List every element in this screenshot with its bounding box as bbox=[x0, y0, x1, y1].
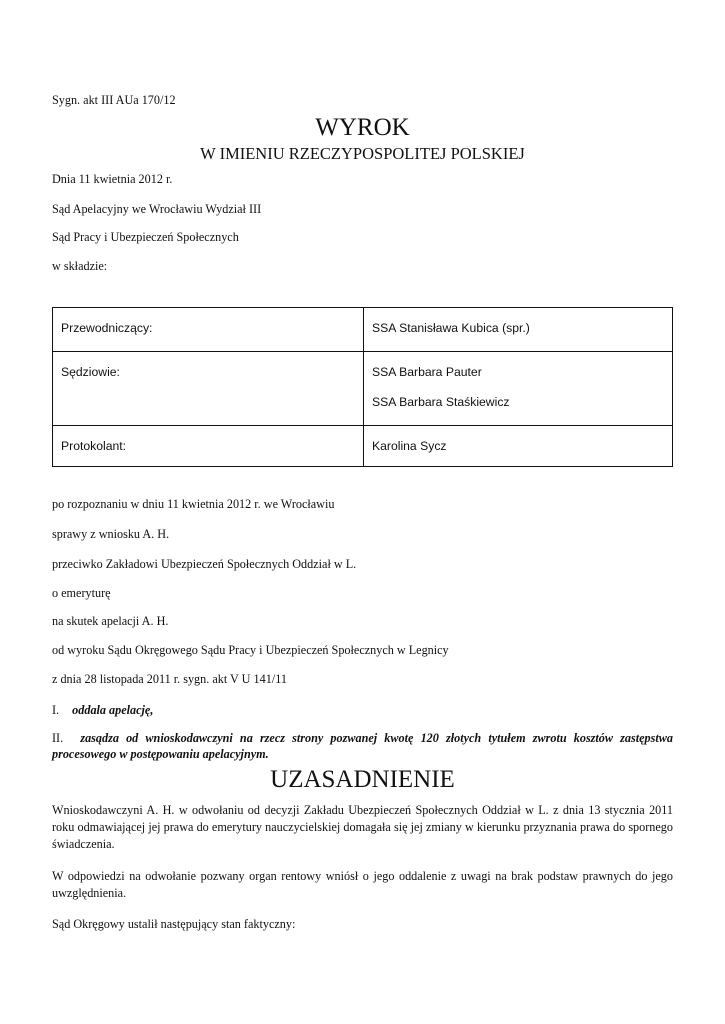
court-panel-table bbox=[52, 307, 673, 467]
table-row bbox=[53, 426, 673, 467]
judge-name: SSA Barbara Pauter bbox=[372, 365, 482, 379]
role-cell bbox=[53, 426, 364, 467]
judgment-item-text: zasądza od wnioskodawczyni na rzecz strony pozwanej kwotę 120 złotych tytułem zwrotu kosztów zastępstwa procesowego w postępowaniu apelacyjnym. bbox=[52, 731, 674, 761]
judgment-item-1 bbox=[52, 702, 153, 718]
names-cell bbox=[364, 308, 673, 352]
document-subtitle: W IMIENIU RZECZYPOSPOLITEJ POLSKIEJ bbox=[200, 144, 525, 163]
justification-paragraph: Sąd Okręgowy ustalił następujący stan faktyczny: bbox=[52, 917, 296, 931]
presiding-judge-name: SSA Stanisława Kubica (spr.) bbox=[372, 321, 530, 335]
judgment-item-2 bbox=[52, 730, 673, 762]
proceedings-line: od wyroku Sądu Okręgowego Sądu Pracy i Ubezpieczeń Społecznych w Legnicy bbox=[52, 643, 449, 657]
case-reference: Sygn. akt III AUa 170/12 bbox=[52, 93, 176, 107]
clerk-name: Karolina Sycz bbox=[372, 439, 447, 453]
role-judges: Sędziowie: bbox=[61, 365, 120, 379]
proceedings-line: sprawy z wniosku A. H. bbox=[52, 527, 170, 541]
names-cell bbox=[364, 352, 673, 426]
justification-paragraph: Wnioskodawczyni A. H. w odwołaniu od decyzji Zakładu Ubezpieczeń Społecznych Oddział w L. z dnia 13 stycznia 2011 roku odmawiającej jej prawa do emerytury nauczycielskiej domagała się jej zmiany w kierunku przyznania prawa do spornego świadczenia. bbox=[52, 803, 673, 851]
proceedings-line: o emeryturę bbox=[52, 586, 111, 600]
composition-label: w składzie: bbox=[52, 259, 108, 273]
role-cell bbox=[53, 308, 364, 352]
table-row bbox=[53, 352, 673, 426]
court-line: Sąd Apelacyjny we Wrocławiu Wydział III bbox=[52, 202, 262, 216]
proceedings-line: z dnia 28 listopada 2011 r. sygn. akt V U 141/11 bbox=[52, 672, 287, 686]
date-line: Dnia 11 kwietnia 2012 r. bbox=[52, 172, 173, 186]
table-row bbox=[53, 308, 673, 352]
judgment-item-text: oddala apelację, bbox=[72, 703, 154, 717]
document-title: WYROK bbox=[315, 114, 410, 141]
names-cell bbox=[364, 426, 673, 467]
section-title: UZASADNIENIE bbox=[270, 766, 455, 793]
judgment-item-number: I. bbox=[52, 703, 60, 717]
role-cell bbox=[53, 352, 364, 426]
proceedings-line: na skutek apelacji A. H. bbox=[52, 614, 169, 628]
role-presiding: Przewodniczący: bbox=[61, 321, 153, 335]
judgment-item-number: II. bbox=[52, 731, 64, 745]
proceedings-line: przeciwko Zakładowi Ubezpieczeń Społecznych Oddział w L. bbox=[52, 557, 357, 571]
justification-paragraph: W odpowiedzi na odwołanie pozwany organ rentowy wniósł o jego oddalenie z uwagi na brak podstaw prawnych do jego uwzględnienia. bbox=[52, 869, 673, 900]
division-line: Sąd Pracy i Ubezpieczeń Społecznych bbox=[52, 230, 239, 244]
judge-name: SSA Barbara Staśkiewicz bbox=[372, 395, 510, 409]
proceedings-line: po rozpoznaniu w dniu 11 kwietnia 2012 r. we Wrocławiu bbox=[52, 497, 335, 511]
role-clerk: Protokolant: bbox=[61, 439, 127, 453]
